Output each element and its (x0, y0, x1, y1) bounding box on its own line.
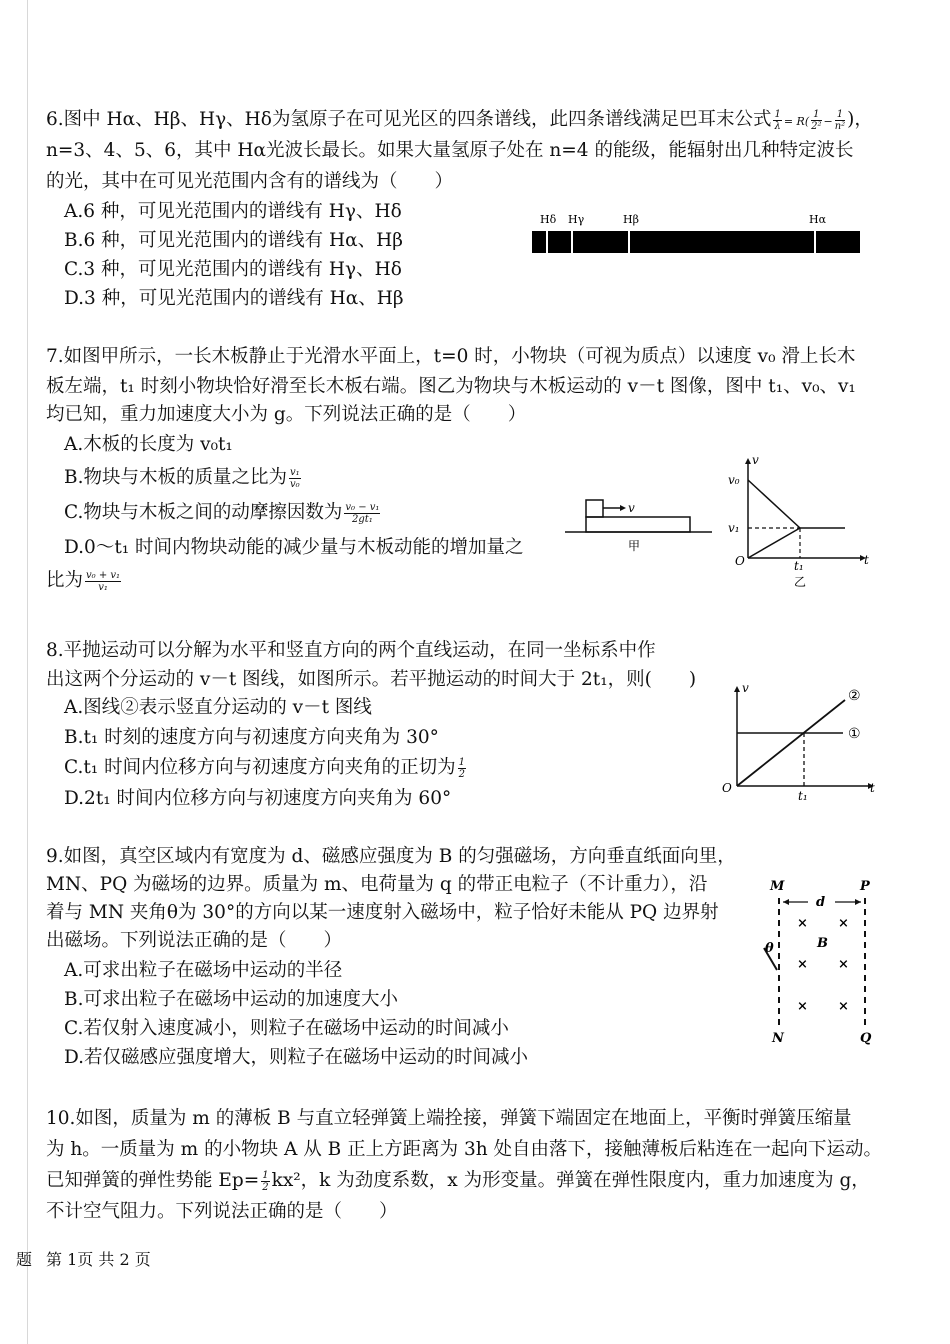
q9-option-c: C.若仅射入速度减小，则粒子在磁场中运动的时间减小 (64, 1018, 509, 1039)
svg-text:×: × (797, 957, 808, 972)
svg-text:①: ① (848, 726, 861, 742)
formula-f1: $\frac{1}{\text{2²}}$ (811, 108, 822, 132)
svg-text:v: v (742, 681, 749, 695)
q9-option-a: A.可求出粒子在磁场中运动的半径 (64, 960, 343, 981)
q9-line3: 着与 MN 夹角θ为 30°的方向以某一速度射入磁场中，粒子恰好未能从 PQ 边界射 (46, 902, 719, 923)
q6-option-d: D.3 种，可见光范围内的谱线有 Hα、Hβ (64, 288, 404, 309)
q7-line3: 均已知，重力加速度大小为 g。下列说法正确的是（ ） (46, 404, 527, 425)
line-2 (737, 700, 845, 786)
spectrum-line-beta (628, 231, 630, 253)
svg-text:N: N (772, 1031, 784, 1046)
svg-text:v: v (628, 501, 635, 515)
q7-option-c: C.物块与木板之间的动摩擦因数为 $\frac{\text{v₀ − v₁}}{\text{2gt₁}}$ (64, 501, 380, 525)
spectrum-bar (532, 231, 860, 253)
page-footer (16, 1247, 151, 1270)
q7-line1: 7.如图甲所示，一长木板静止于光滑水平面上，t=0 时，小物块（可视为质点）以速度 v₀ 滑上长木 (46, 346, 856, 367)
svg-text:×: × (797, 999, 808, 1014)
label-h-delta: Hδ (540, 213, 557, 226)
q8-option-b: B.t₁ 时刻的速度方向与初速度方向夹角为 30° (64, 727, 439, 748)
svg-text:×: × (838, 999, 849, 1014)
formula-eq: = R( (783, 115, 810, 128)
q6-option-c: C.3 种，可见光范围内的谱线有 Hγ、Hδ (64, 259, 402, 280)
svg-text:甲: 甲 (628, 539, 641, 553)
q10-line1: 10.如图，质量为 m 的薄板 B 与直立轻弹簧上端拴接，弹簧下端固定在地面上，平衡时弹簧压缩量 (46, 1108, 852, 1129)
svg-text:v₁: v₁ (728, 521, 740, 535)
svg-text:t: t (870, 781, 875, 795)
page-edge-line (27, 0, 28, 1344)
svg-text:P: P (860, 879, 870, 894)
svg-text:v: v (752, 453, 759, 467)
page-number: 第 1页 共 2 页 (46, 1250, 151, 1269)
q10-line3: 已知弹簧的弹性势能 Ep= $\frac{1}{2}$ kx²，k 为劲度系数，x 为形变量。弹簧在弹性限度内，重力加速度为 g， (46, 1169, 870, 1193)
svg-text:×: × (838, 916, 849, 931)
formula-close: )， (847, 109, 873, 130)
q6-option-b: B.6 种，可见光范围内的谱线有 Hα、Hβ (64, 230, 403, 251)
q7-option-b: B.物块与木板的质量之比为 $\frac{\text{v₁}}{\text{v₀}}$ (64, 466, 300, 490)
q8-option-d: D.2t₁ 时间内位移方向与初速度方向夹角为 60° (64, 788, 452, 809)
svg-text:②: ② (848, 688, 861, 704)
q7-option-d-cont: 比为 $\frac{\text{v₀ + v₁}}{\text{v₁}}$ (46, 569, 121, 593)
label-h-gamma: Hγ (568, 213, 585, 226)
q6-line3: 的光，其中在可见光范围内含有的谱线为（ ） (46, 171, 454, 192)
figure-yi (728, 453, 869, 589)
svg-text:×: × (838, 957, 849, 972)
formula-f2: $\frac{1}{\text{n²}}$ (834, 108, 846, 132)
svg-text:×: × (797, 916, 808, 931)
q6-option-a: A.6 种，可见光范围内的谱线有 Hγ、Hδ (64, 201, 402, 222)
svg-text:t₁: t₁ (794, 559, 804, 573)
q10-line2: 为 h。一质量为 m 的小物块 A 从 B 正上方距离为 3h 处自由落下，接触薄板后粘连在一起向下运动。 (46, 1139, 883, 1160)
figure-jia (565, 500, 712, 553)
q9-line1: 9.如图，真空区域内有宽度为 d、磁感应强度为 B 的匀强磁场，方向垂直纸面向里， (46, 846, 736, 867)
svg-text:d: d (816, 895, 826, 910)
svg-text:O: O (735, 554, 745, 568)
q8-vt-graph (700, 670, 890, 810)
q6-text: 6.图中 Hα、Hβ、Hγ、Hδ为氢原子在可见光区的四条谱线，此四条谱线满足巴耳末公式 (46, 109, 772, 130)
q8-line1: 8.平抛运动可以分解为水平和竖直方向的两个直线运动，在同一坐标系中作 (46, 640, 656, 661)
q9-line2: MN、PQ 为磁场的边界。质量为 m、电荷量为 q 的带正电粒子（不计重力），沿 (46, 874, 708, 895)
q6-line1 (46, 108, 873, 134)
svg-text:θ: θ (765, 941, 774, 956)
q8-line2: 出这两个分运动的 v－t 图线，如图所示。若平抛运动的时间大于 2t₁，则( ) (46, 669, 697, 690)
q7-option-d: D.0～t₁ 时间内物块动能的减少量与木板动能的增加量之 (64, 537, 524, 558)
q9-line4: 出磁场。下列说法正确的是（ ） (46, 930, 343, 951)
spectrum-line-alpha (814, 231, 816, 253)
q8-option-c: C.t₁ 时间内位移方向与初速度方向夹角的正切为 $\frac{1}{2}$ (64, 756, 465, 780)
q7-figures (560, 440, 900, 600)
spectrum-line-delta (546, 231, 548, 253)
q8-option-a: A.图线②表示竖直分运动的 v－t 图线 (64, 697, 372, 718)
svg-text:M: M (770, 879, 785, 894)
q9-option-d: D.若仅磁感应强度增大，则粒子在磁场中运动的时间减小 (64, 1047, 529, 1068)
svg-text:B: B (817, 936, 828, 951)
svg-text:v₀: v₀ (728, 473, 740, 487)
footer-cut-text: 题 (16, 1250, 33, 1269)
q9-magnetic-field-figure (750, 870, 890, 1050)
q9-option-b: B.可求出粒子在磁场中运动的加速度大小 (64, 989, 398, 1010)
formula-lhs: $\frac{1}{\lambda}$ (774, 108, 781, 132)
svg-text:O: O (722, 781, 732, 795)
formula-minus: − (823, 115, 833, 128)
spectrum-line-gamma (571, 231, 573, 253)
label-h-alpha: Hα (809, 213, 827, 226)
svg-text:乙: 乙 (794, 575, 807, 589)
q7-line2: 板左端，t₁ 时刻小物块恰好滑至长木板右端。图乙为物块与木板运动的 v－t 图像，图中 t₁、v₀、v₁ (46, 376, 856, 397)
spectrum-figure (520, 205, 880, 265)
svg-text:t: t (864, 553, 869, 567)
svg-text:t₁: t₁ (798, 789, 808, 803)
svg-text:Q: Q (860, 1031, 872, 1046)
q10-line4: 不计空气阻力。下列说法正确的是（ ） (46, 1201, 398, 1222)
q6-line2: n=3、4、5、6，其中 Hα光波长最长。如果大量氢原子处在 n=4 的能级，能辐射出几种特定波长 (46, 140, 854, 161)
label-h-beta: Hβ (623, 213, 639, 226)
q7-option-a: A.木板的长度为 v₀t₁ (64, 434, 233, 455)
